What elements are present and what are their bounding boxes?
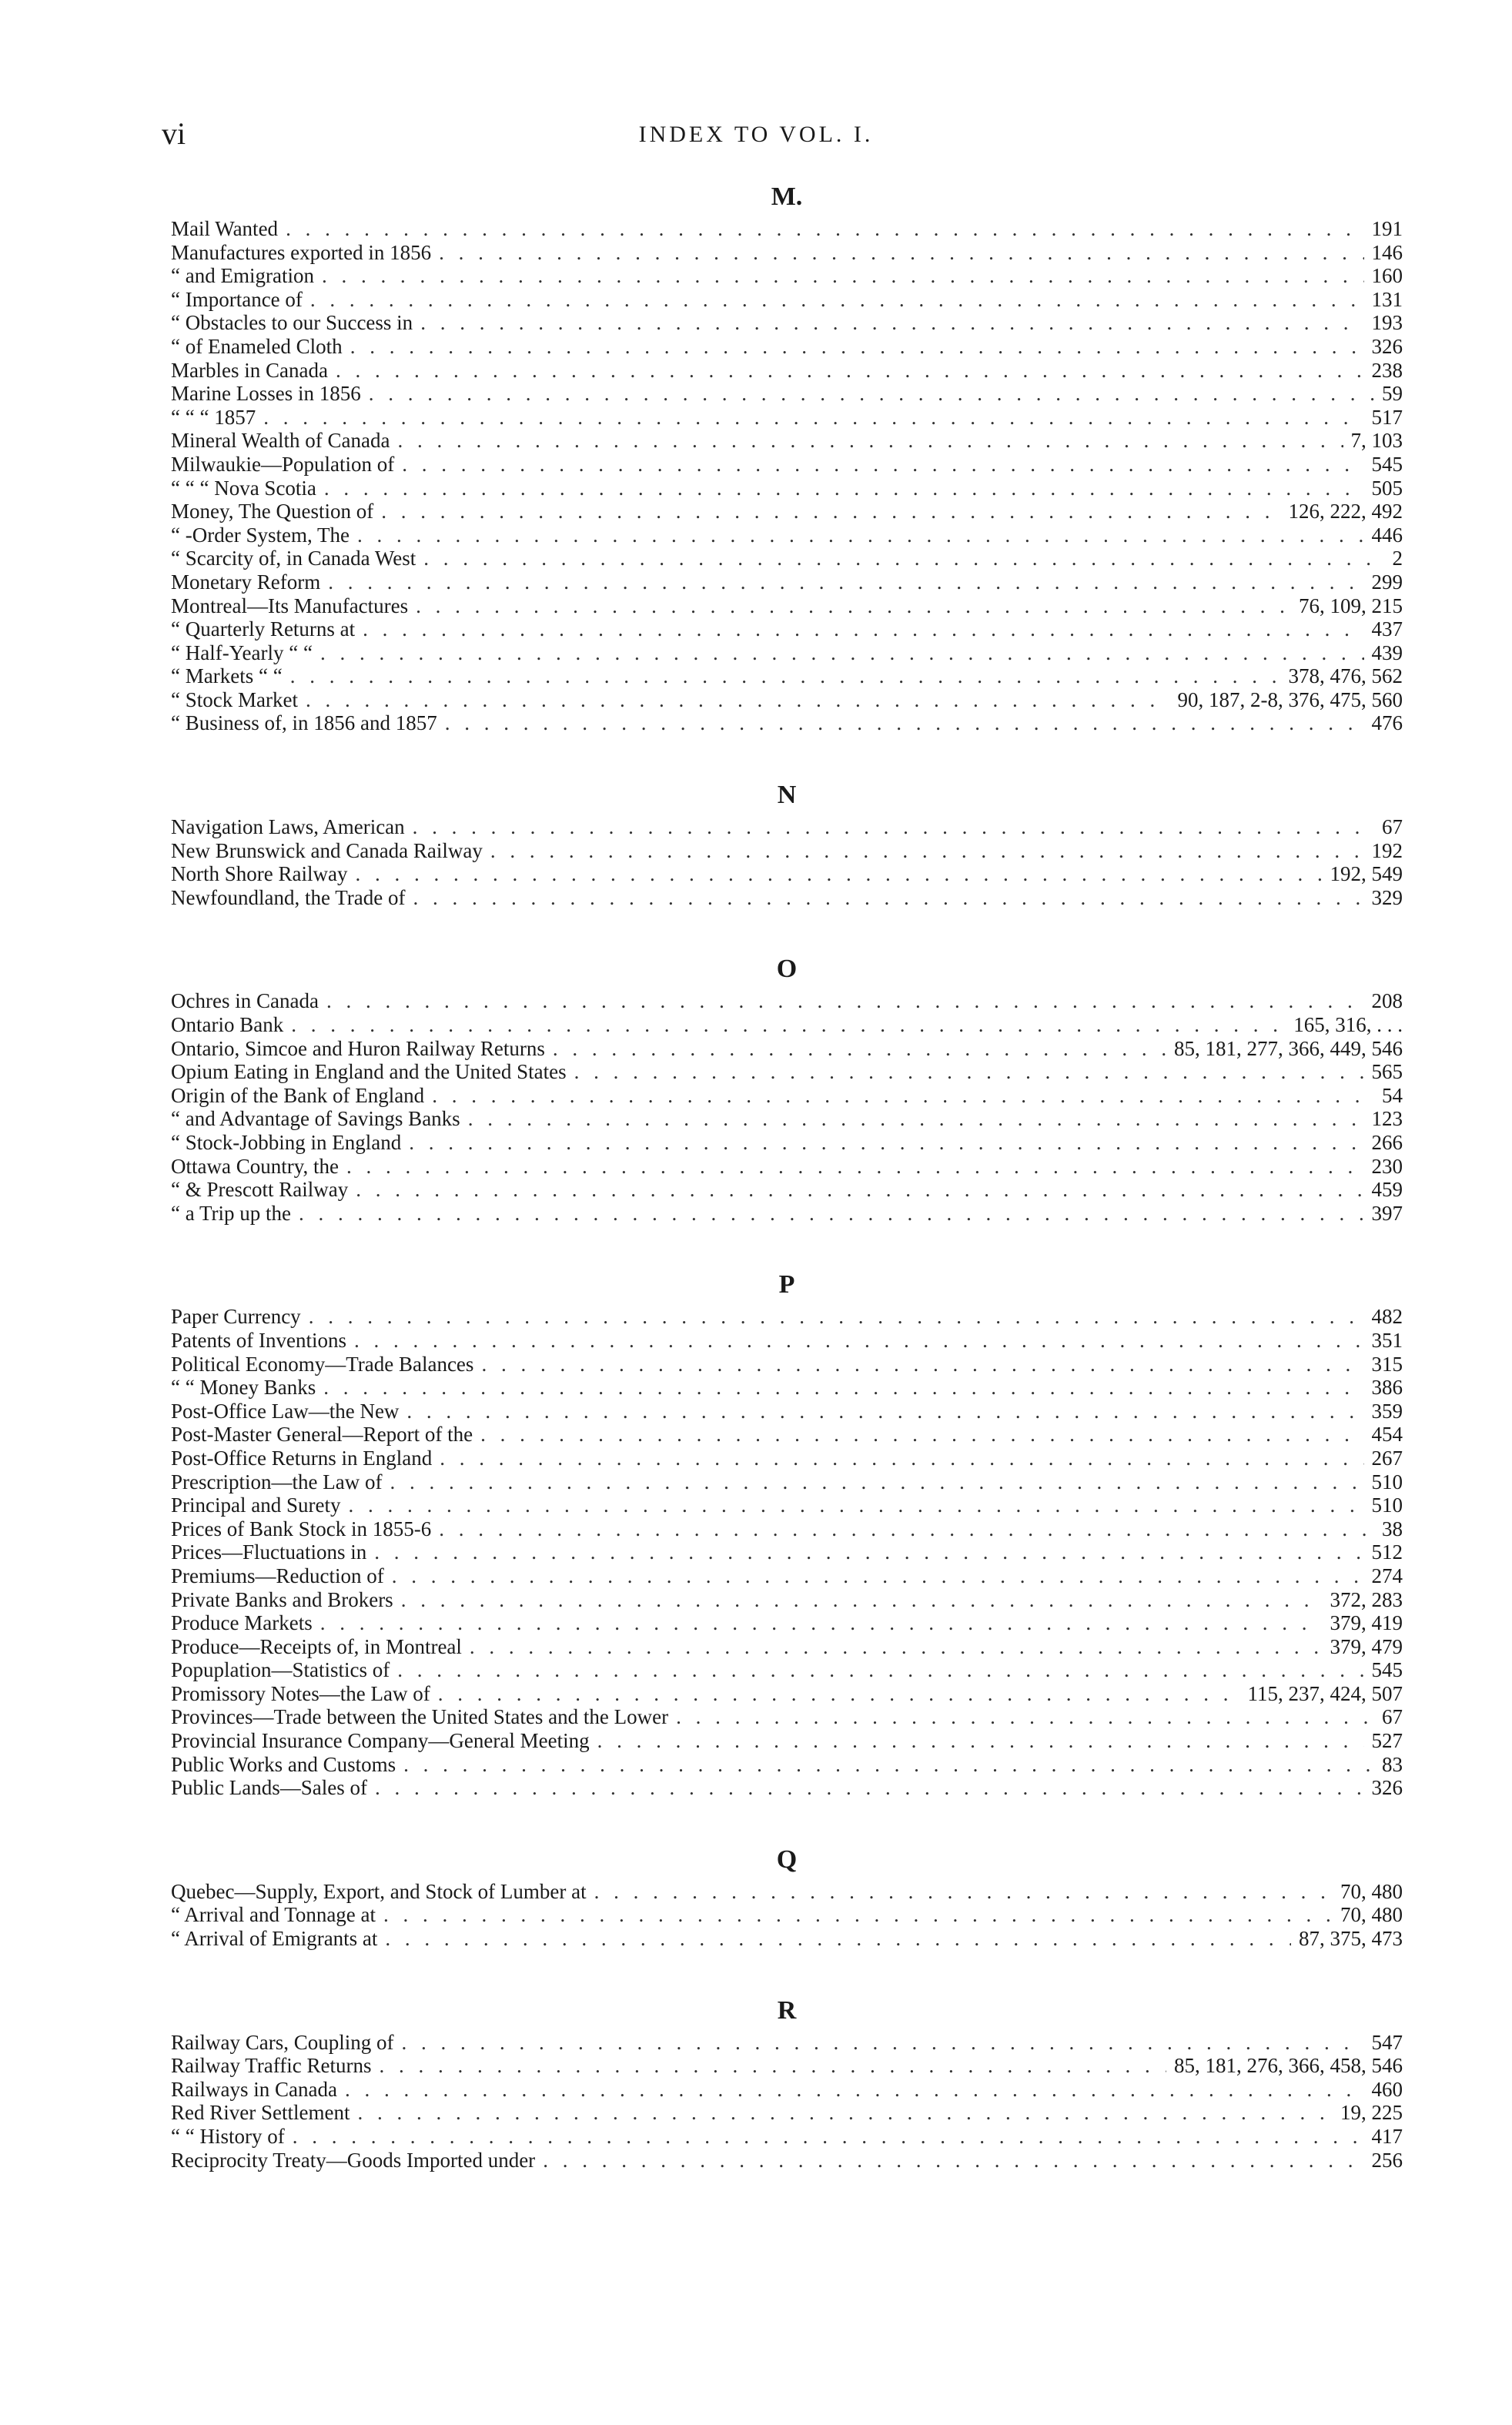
dot-leader: [336, 359, 1364, 383]
index-entry: [171, 500, 1403, 523]
entry-pages: 545: [1371, 452, 1403, 476]
entry-label: “ Business of, in 1856 and 1857: [171, 711, 437, 735]
entry-label: Promissory Notes—the Law of: [171, 1681, 430, 1705]
entry-pages: 299: [1371, 570, 1403, 594]
index-entry: [171, 406, 1403, 430]
entry-label: “ Stock Market: [171, 687, 298, 711]
entry-label: “ Scarcity of, in Canada West: [171, 547, 416, 570]
entry-pages: 238: [1371, 358, 1403, 382]
index-section: [171, 775, 1403, 909]
entry-pages: 512: [1371, 1540, 1403, 1564]
dot-leader: [490, 839, 1364, 863]
index-entry: [171, 429, 1403, 453]
entry-label: “ of Enameled Cloth: [171, 334, 343, 358]
index-entry: [171, 311, 1403, 335]
entry-pages: 437: [1371, 617, 1403, 641]
entry-label: Reciprocity Treaty—Goods Imported under: [171, 2148, 536, 2172]
entry-pages: 208: [1371, 989, 1403, 1013]
dot-leader: [416, 594, 1291, 618]
entry-label: Railway Cars, Coupling of: [171, 2030, 394, 2054]
section-letter: O: [776, 955, 798, 984]
entry-pages: 329: [1371, 885, 1403, 909]
entry-label: Ottawa Country, the: [171, 1154, 339, 1178]
dot-leader: [439, 1517, 1374, 1541]
entry-pages: 459: [1371, 1178, 1403, 1202]
entry-label: Prices of Bank Stock in 1855-6: [171, 1517, 432, 1540]
entry-label: Post-Office Returns in England: [171, 1446, 433, 1470]
entry-label: “ “ “ Nova Scotia: [171, 476, 316, 500]
entry-label: Manufactures exported in 1856: [171, 240, 432, 264]
entry-label: “ Arrival of Emigrants at: [171, 1927, 378, 1951]
dot-leader: [323, 1376, 1363, 1400]
dot-leader: [286, 217, 1363, 241]
entry-pages: 482: [1371, 1305, 1403, 1329]
entry-pages: 165, 316, . . .: [1293, 1013, 1403, 1037]
dot-leader: [413, 886, 1363, 910]
index-entry: [171, 1037, 1403, 1061]
entry-label: Produce Markets: [171, 1611, 313, 1635]
dot-leader: [445, 711, 1364, 735]
entry-pages: 83: [1382, 1752, 1403, 1776]
index-entry: [171, 594, 1403, 618]
index-entry: [171, 2149, 1403, 2172]
index-entry: [171, 335, 1403, 359]
entry-label: Post-Master General—Report of the: [171, 1423, 473, 1447]
dot-leader: [440, 1447, 1363, 1470]
dot-leader: [309, 1305, 1364, 1329]
dot-leader: [543, 2149, 1363, 2172]
entry-pages: 123: [1371, 1107, 1403, 1131]
index-entry: [171, 1564, 1403, 1588]
index-entry: [171, 547, 1403, 570]
entry-label: Monetary Reform: [171, 570, 321, 594]
entry-pages: 192: [1371, 838, 1403, 862]
index-entry: [171, 1131, 1403, 1155]
entry-label: “ -Order System, The: [171, 523, 350, 547]
entry-pages: 160: [1371, 264, 1403, 288]
dot-leader: [438, 1682, 1240, 1706]
entry-pages: 67: [1382, 815, 1403, 839]
dot-leader: [348, 1493, 1363, 1517]
entry-label: Post-Office Law—the New: [171, 1399, 400, 1423]
entry-label: Ontario Bank: [171, 1013, 284, 1037]
dot-leader: [553, 1037, 1166, 1061]
index-entry: [171, 641, 1403, 665]
entry-label: “ Quarterly Returns at: [171, 617, 356, 641]
entry-pages: 326: [1371, 1776, 1403, 1800]
index-entry: [171, 688, 1403, 712]
index-entry: [171, 2078, 1403, 2102]
entry-pages: 446: [1371, 523, 1403, 547]
index-entry: [171, 1202, 1403, 1226]
entry-label: Milwaukie—Population of: [171, 452, 395, 476]
entry-label: “ & Prescott Railway: [171, 1178, 349, 1202]
entry-pages: 90, 187, 2-8, 376, 475, 560: [1177, 687, 1403, 711]
index-entry: [171, 2031, 1403, 2055]
entry-label: “ “ “ 1857: [171, 405, 256, 429]
index-entry: [171, 617, 1403, 641]
index-entry: [171, 1084, 1403, 1108]
dot-leader: [676, 1705, 1374, 1729]
entry-pages: 372, 283: [1330, 1587, 1403, 1611]
dot-leader: [423, 547, 1384, 570]
index-entry: [171, 382, 1403, 406]
dot-leader: [324, 477, 1364, 500]
entry-label: Red River Settlement: [171, 2101, 350, 2125]
entry-pages: 126, 222, 492: [1288, 500, 1403, 523]
dot-leader: [320, 641, 1364, 665]
page-number: vi: [162, 116, 186, 151]
entry-pages: 85, 181, 276, 366, 458, 546: [1174, 2054, 1403, 2078]
index-section: [171, 949, 1403, 1225]
dot-leader: [345, 2078, 1364, 2102]
entry-label: “ Stock-Jobbing in England: [171, 1131, 402, 1154]
index-entry: [171, 288, 1403, 312]
index-body: [171, 177, 1403, 2172]
index-entry: [171, 1353, 1403, 1376]
entry-pages: 193: [1371, 311, 1403, 335]
entry-label: Ochres in Canada: [171, 989, 319, 1013]
entry-label: “ and Emigration: [171, 264, 314, 288]
entry-pages: 417: [1371, 2125, 1403, 2148]
entry-label: “ “ History of: [171, 2125, 285, 2148]
index-entry: [171, 570, 1403, 594]
index-entry: [171, 1927, 1403, 1951]
index-section: [171, 1840, 1403, 1951]
entry-label: Marine Losses in 1856: [171, 382, 361, 406]
entry-pages: 54: [1382, 1083, 1403, 1107]
dot-leader: [594, 1880, 1333, 1904]
dot-leader: [356, 1178, 1363, 1202]
entry-pages: 565: [1371, 1060, 1403, 1084]
dot-leader: [432, 1084, 1374, 1108]
entry-label: Produce—Receipts of, in Montreal: [171, 1634, 462, 1658]
entry-pages: 510: [1371, 1470, 1403, 1493]
dot-leader: [392, 1564, 1364, 1588]
entry-label: Patents of Inventions: [171, 1328, 346, 1352]
entry-pages: 67: [1382, 1705, 1403, 1729]
index-entry: [171, 1329, 1403, 1353]
dot-leader: [420, 311, 1363, 335]
entry-label: “ and Advantage of Savings Banks: [171, 1107, 460, 1131]
entry-label: “ Obstacles to our Success in: [171, 311, 413, 335]
dot-leader: [310, 288, 1364, 312]
dot-leader: [291, 1013, 1286, 1037]
entry-label: Railway Traffic Returns: [171, 2054, 372, 2078]
entry-label: Public Works and Customs: [171, 1752, 396, 1776]
entry-pages: 517: [1371, 405, 1403, 429]
entry-pages: 38: [1382, 1517, 1403, 1540]
dot-leader: [375, 1776, 1364, 1800]
index-entry: [171, 815, 1403, 839]
entry-pages: 274: [1371, 1564, 1403, 1587]
entry-pages: 7, 103: [1350, 429, 1403, 453]
entry-pages: 315: [1371, 1352, 1403, 1376]
index-entry: [171, 1155, 1403, 1179]
entry-label: North Shore Railway: [171, 862, 348, 886]
index-entry: [171, 1470, 1403, 1494]
entry-label: Navigation Laws, American: [171, 815, 405, 839]
entry-label: Paper Currency: [171, 1305, 301, 1329]
index-entry: [171, 217, 1403, 241]
index-entry: [171, 1880, 1403, 1904]
entry-pages: 256: [1371, 2148, 1403, 2172]
dot-leader: [355, 862, 1322, 886]
dot-leader: [306, 688, 1170, 712]
index-entry: [171, 1635, 1403, 1659]
entry-label: “ Markets “ “: [171, 664, 283, 688]
entry-pages: 191: [1371, 217, 1403, 240]
index-entry: [171, 664, 1403, 688]
dot-leader: [379, 2054, 1166, 2078]
index-entry: [171, 359, 1403, 383]
section-letter: Q: [776, 1845, 798, 1874]
dot-leader: [439, 241, 1363, 265]
dot-leader: [357, 2101, 1333, 2125]
entry-label: Mineral Wealth of Canada: [171, 429, 390, 453]
dot-leader: [406, 1400, 1363, 1423]
entry-pages: 87, 375, 473: [1299, 1927, 1403, 1951]
entry-label: “ a Trip up the: [171, 1201, 292, 1225]
index-entry: [171, 1729, 1403, 1753]
entry-label: “ “ Money Banks: [171, 1376, 316, 1400]
entry-label: “ Arrival and Tonnage at: [171, 1903, 376, 1927]
dot-leader: [401, 2031, 1363, 2055]
entry-pages: 359: [1371, 1399, 1403, 1423]
entry-label: Principal and Surety: [171, 1493, 341, 1517]
entry-pages: 386: [1371, 1376, 1403, 1400]
dot-leader: [403, 1753, 1374, 1777]
entry-label: Railways in Canada: [171, 2077, 337, 2101]
dot-leader: [293, 2125, 1364, 2149]
entry-pages: 131: [1371, 287, 1403, 311]
dot-leader: [574, 1060, 1364, 1084]
entry-pages: 230: [1371, 1154, 1403, 1178]
entry-pages: 439: [1371, 641, 1403, 664]
entry-pages: 379, 479: [1330, 1634, 1403, 1658]
index-entry: [171, 477, 1403, 500]
entry-pages: 378, 476, 562: [1288, 664, 1403, 688]
index-entry: [171, 1776, 1403, 1800]
index-entry: [171, 1753, 1403, 1777]
dot-leader: [322, 264, 1364, 288]
entry-label: Provinces—Trade between the United States and the Lower: [171, 1705, 669, 1729]
entry-label: “ Importance of: [171, 287, 303, 311]
entry-pages: 527: [1371, 1729, 1403, 1753]
index-entry: [171, 1682, 1403, 1706]
entry-pages: 397: [1371, 1201, 1403, 1225]
index-entry: [171, 1178, 1403, 1202]
entry-label: Prices—Fluctuations in: [171, 1540, 367, 1564]
index-entry: [171, 2054, 1403, 2078]
section-letter: P: [778, 1270, 795, 1299]
entry-label: Prescription—the Law of: [171, 1470, 383, 1493]
entry-label: Premiums—Reduction of: [171, 1564, 384, 1587]
entry-label: Quebec—Supply, Export, and Stock of Lumber at: [171, 1879, 587, 1903]
index-entry: [171, 1493, 1403, 1517]
index-entry: [171, 241, 1403, 265]
entry-pages: 115, 237, 424, 507: [1247, 1681, 1403, 1705]
entry-pages: 146: [1371, 240, 1403, 264]
index-entry: [171, 1611, 1403, 1635]
dot-leader: [263, 406, 1363, 430]
entry-label: Mail Wanted: [171, 217, 279, 240]
entry-label: New Brunswick and Canada Railway: [171, 838, 483, 862]
dot-leader: [597, 1729, 1364, 1753]
entry-label: Money, The Question of: [171, 500, 374, 523]
entry-label: Private Banks and Brokers: [171, 1587, 393, 1611]
entry-pages: 476: [1371, 711, 1403, 735]
dot-leader: [374, 1540, 1363, 1564]
entry-pages: 510: [1371, 1493, 1403, 1517]
dot-leader: [468, 1107, 1364, 1131]
dot-leader: [402, 453, 1363, 477]
dot-leader: [363, 617, 1363, 641]
index-entry: [171, 1588, 1403, 1612]
dot-leader: [299, 1202, 1363, 1226]
dot-leader: [350, 335, 1364, 359]
dot-leader: [381, 500, 1280, 523]
index-entry: [171, 1107, 1403, 1131]
index-section: [171, 1265, 1403, 1799]
entry-pages: 460: [1371, 2077, 1403, 2101]
entry-pages: 70, 480: [1340, 1879, 1403, 1903]
dot-leader: [290, 664, 1281, 688]
index-entry: [171, 711, 1403, 735]
entry-label: Newfoundland, the Trade of: [171, 885, 406, 909]
index-entry: [171, 523, 1403, 547]
entry-pages: 267: [1371, 1446, 1403, 1470]
dot-leader: [397, 1658, 1363, 1682]
index-entry: [171, 886, 1403, 910]
index-entry: [171, 1658, 1403, 1682]
entry-label: Provincial Insurance Company—General Meeting: [171, 1729, 590, 1753]
index-entry: [171, 1903, 1403, 1927]
entry-pages: 545: [1371, 1658, 1403, 1682]
section-letter: R: [777, 1995, 797, 2025]
dot-leader: [328, 570, 1363, 594]
index-section: [171, 1991, 1403, 2172]
entry-pages: 192, 549: [1330, 862, 1403, 886]
entry-pages: 76, 109, 215: [1299, 594, 1403, 617]
dot-leader: [369, 382, 1374, 406]
index-entry: [171, 862, 1403, 886]
entry-pages: 85, 181, 277, 366, 449, 546: [1174, 1036, 1403, 1060]
entry-label: Marbles in Canada: [171, 358, 328, 382]
dot-leader: [481, 1353, 1363, 1376]
entry-pages: 266: [1371, 1131, 1403, 1154]
dot-leader: [354, 1329, 1364, 1353]
index-entry: [171, 1013, 1403, 1037]
entry-pages: 379, 419: [1330, 1611, 1403, 1635]
dot-leader: [346, 1155, 1364, 1179]
entry-label: Ontario, Simcoe and Huron Railway Returns: [171, 1036, 545, 1060]
section-letter: M.: [771, 182, 803, 211]
dot-leader: [470, 1635, 1323, 1659]
dot-leader: [383, 1903, 1333, 1927]
entry-pages: 59: [1382, 382, 1403, 406]
index-entry: [171, 2101, 1403, 2125]
dot-leader: [385, 1927, 1291, 1951]
entry-pages: 326: [1371, 334, 1403, 358]
running-title: INDEX TO VOL. I.: [638, 122, 874, 147]
entry-label: Public Lands—Sales of: [171, 1776, 367, 1800]
entry-label: Political Economy—Trade Balances: [171, 1352, 474, 1376]
entry-pages: 547: [1371, 2030, 1403, 2054]
dot-leader: [397, 429, 1343, 453]
index-entry: [171, 989, 1403, 1013]
entry-pages: 454: [1371, 1423, 1403, 1447]
index-entry: [171, 264, 1403, 288]
index-entry: [171, 1540, 1403, 1564]
index-entry: [171, 1705, 1403, 1729]
dot-leader: [409, 1131, 1363, 1155]
index-entry: [171, 2125, 1403, 2149]
index-section: [171, 177, 1403, 735]
index-entry: [171, 453, 1403, 477]
index-entry: [171, 1400, 1403, 1423]
dot-leader: [357, 523, 1364, 547]
entry-label: Popuplation—Statistics of: [171, 1658, 390, 1682]
index-entry: [171, 1447, 1403, 1470]
section-letter: N: [777, 781, 797, 810]
dot-leader: [401, 1588, 1323, 1612]
dot-leader: [326, 989, 1364, 1013]
dot-leader: [413, 815, 1374, 839]
entry-label: Origin of the Bank of England: [171, 1083, 425, 1107]
entry-label: Montreal—Its Manufactures: [171, 594, 409, 617]
index-entry: [171, 1517, 1403, 1541]
index-entry: [171, 1423, 1403, 1447]
entry-label: “ Half-Yearly “ “: [171, 641, 313, 664]
entry-pages: 19, 225: [1340, 2101, 1403, 2125]
dot-leader: [320, 1611, 1323, 1635]
entry-label: Opium Eating in England and the United States: [171, 1060, 567, 1084]
index-entry: [171, 1376, 1403, 1400]
index-entry: [171, 839, 1403, 863]
entry-pages: 505: [1371, 476, 1403, 500]
entry-pages: 351: [1371, 1328, 1403, 1352]
index-entry: [171, 1305, 1403, 1329]
entry-pages: 70, 480: [1340, 1903, 1403, 1927]
entry-pages: 2: [1392, 547, 1403, 570]
index-entry: [171, 1060, 1403, 1084]
dot-leader: [480, 1423, 1363, 1447]
dot-leader: [390, 1470, 1363, 1494]
